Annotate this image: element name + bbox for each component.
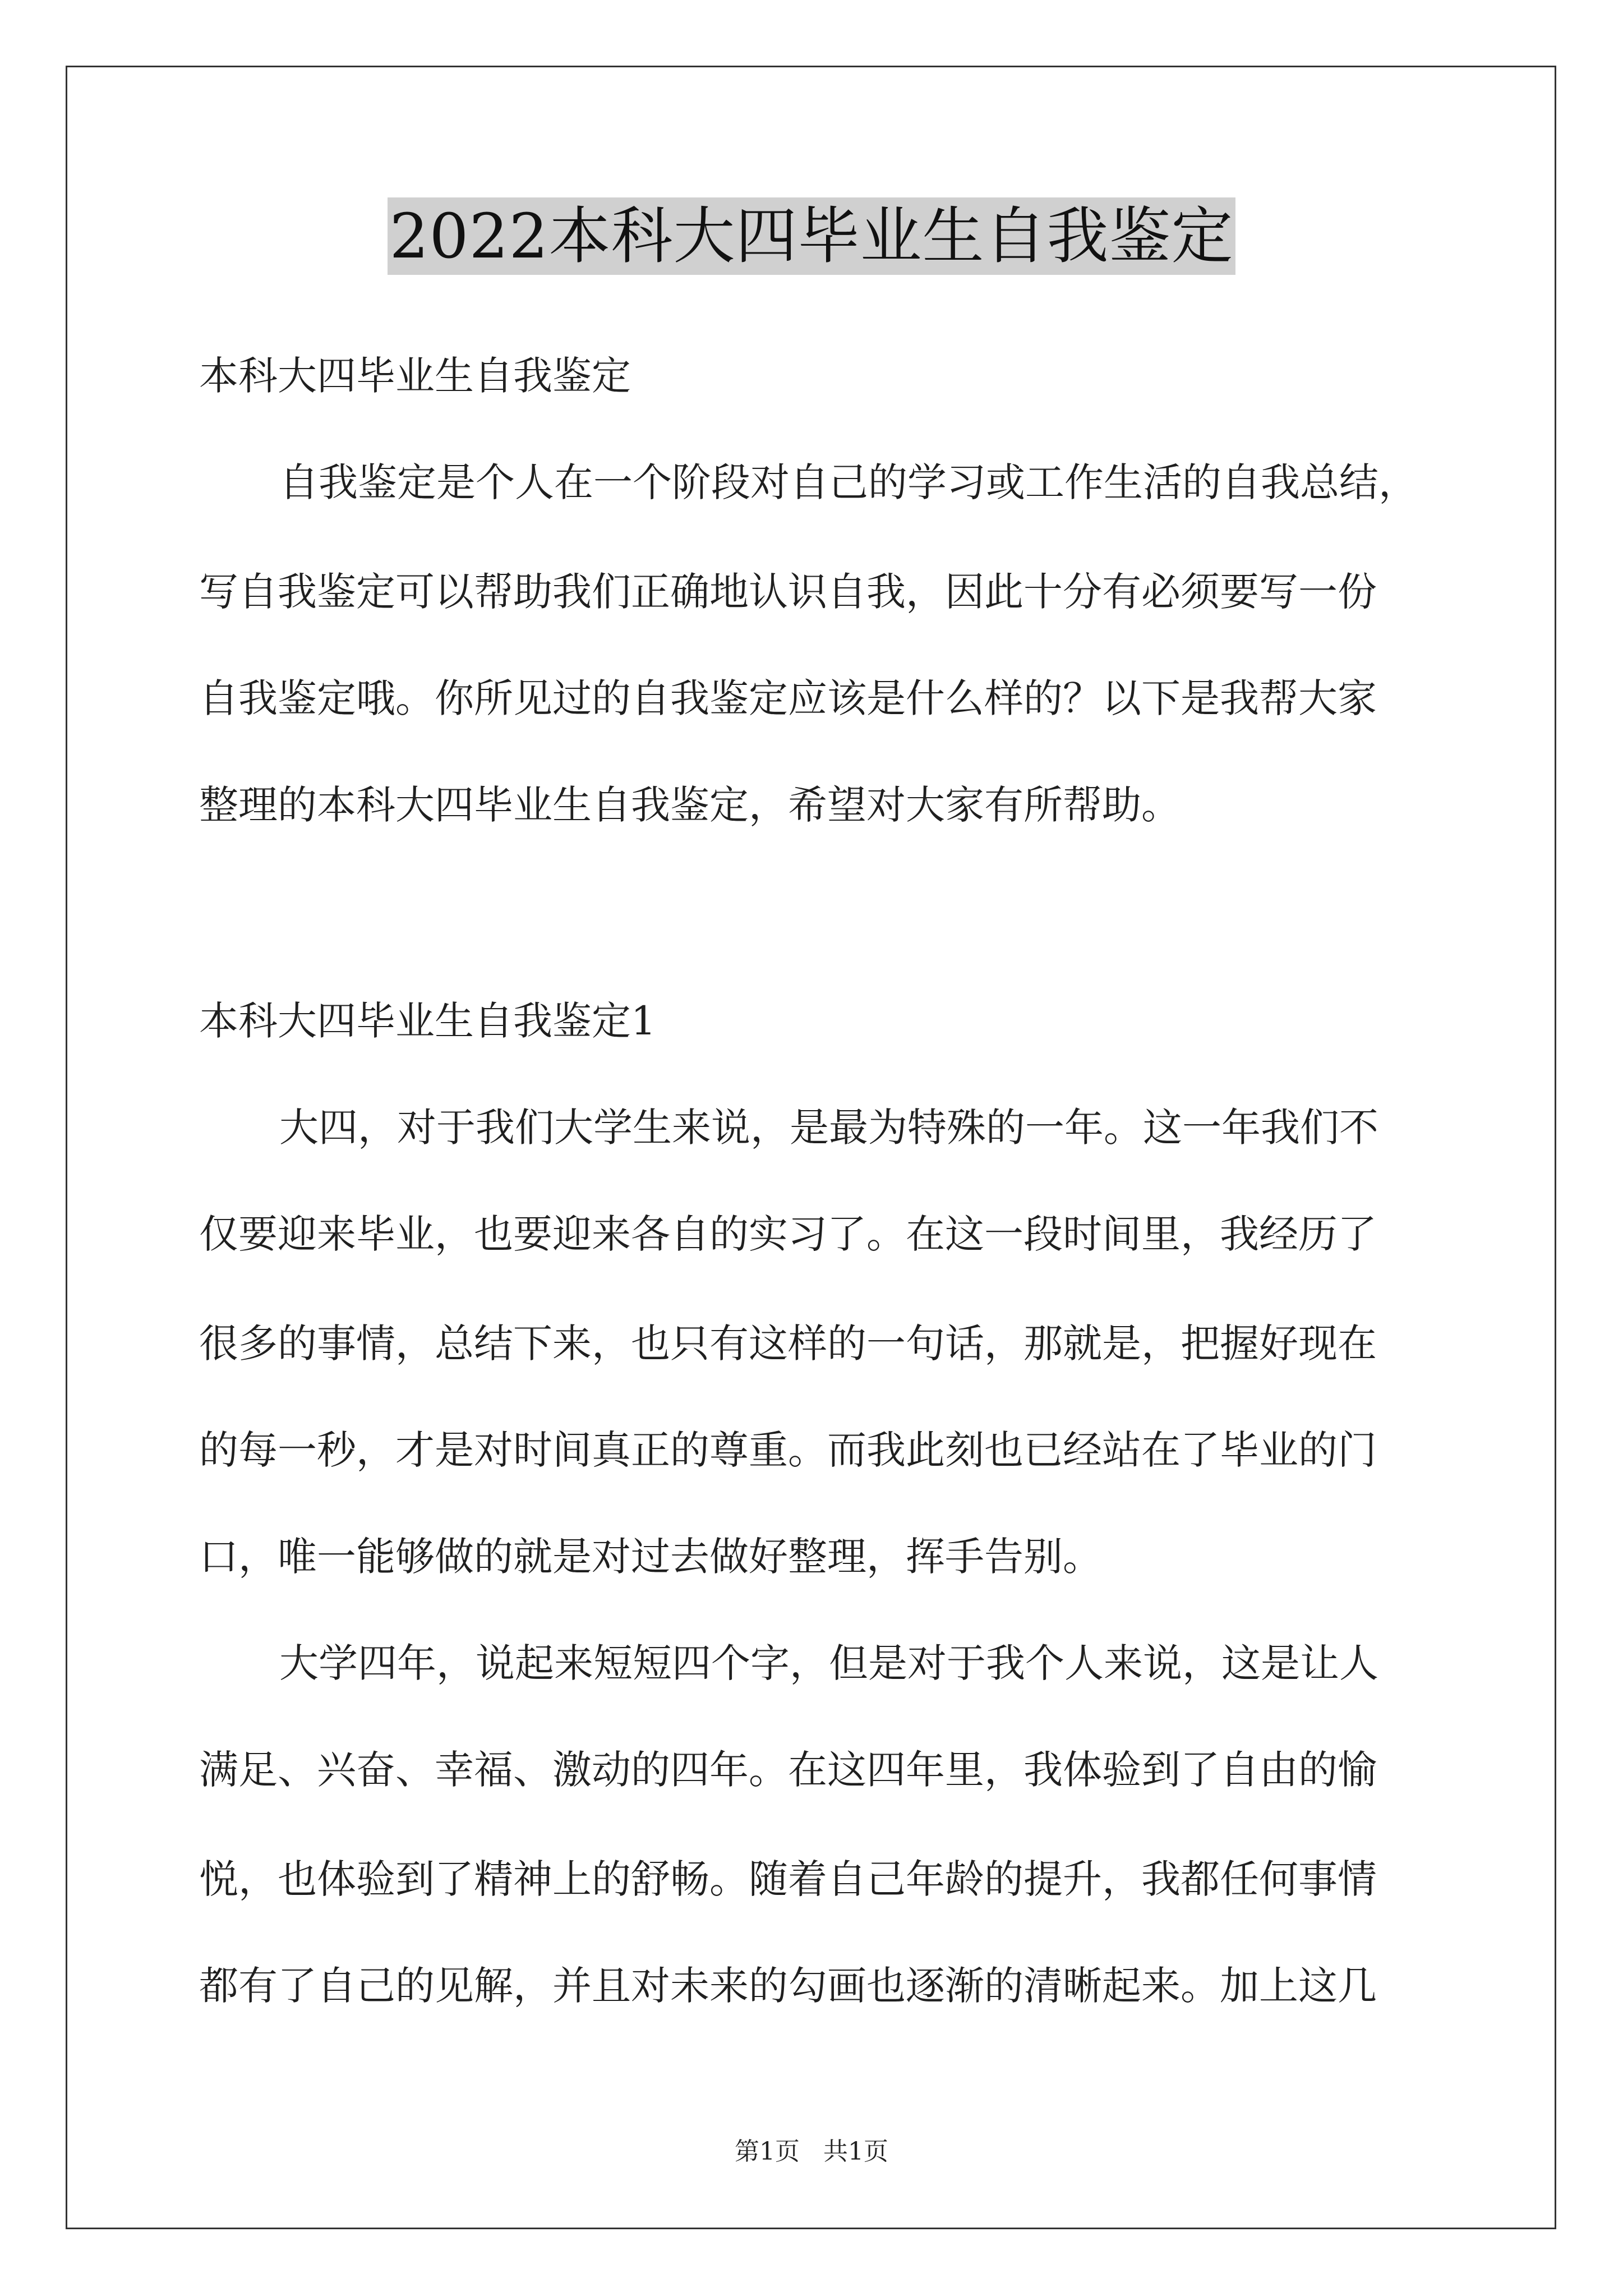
section-heading: 本科大四毕业生自我鉴定1: [199, 998, 656, 1044]
paragraph-line: 仅要迎来毕业，也要迎来各自的实习了。在这一段时间里，我经历了: [199, 1211, 1377, 1257]
paragraph-line: 满足、兴奋、幸福、激动的四年。在这四年里，我体验到了自由的愉: [199, 1747, 1377, 1793]
subtitle: 本科大四毕业生自我鉴定: [199, 353, 631, 399]
paragraph-line: 口，唯一能够做的就是对过去做好整理，挥手告别。: [199, 1534, 1102, 1580]
page-footer: 第1页 共1页: [735, 2137, 888, 2166]
paragraph-line: 写自我鉴定可以帮助我们正确地认识自我，因此十分有必须要写一份: [199, 569, 1377, 615]
title-container: [0, 197, 1623, 275]
paragraph-line: 的每一秒，才是对时间真正的尊重。而我此刻也已经站在了毕业的门: [199, 1427, 1377, 1473]
document-title: 2022本科大四毕业生自我鉴定: [388, 197, 1236, 275]
paragraph-line: 自我鉴定是个人在一个阶段对自己的学习或工作生活的自我总结，: [279, 459, 1418, 505]
paragraph-line: 都有了自己的见解，并且对未来的勾画也逐渐的清晰起来。加上这几: [199, 1963, 1377, 2009]
paragraph-line: 自我鉴定哦。你所见过的自我鉴定应该是什么样的？以下是我帮大家: [199, 675, 1377, 721]
paragraph-line: 悦，也体验到了精神上的舒畅。随着自己年龄的提升，我都任何事情: [199, 1856, 1377, 1902]
paragraph-line: 大四，对于我们大学生来说，是最为特殊的一年。这一年我们不: [279, 1105, 1378, 1151]
paragraph-line: 整理的本科大四毕业生自我鉴定，希望对大家有所帮助。: [199, 782, 1181, 828]
paragraph-line: 很多的事情，总结下来，也只有这样的一句话，那就是，把握好现在: [199, 1320, 1377, 1366]
paragraph-line: 大学四年，说起来短短四个字，但是对于我个人来说，这是让人: [279, 1640, 1378, 1686]
